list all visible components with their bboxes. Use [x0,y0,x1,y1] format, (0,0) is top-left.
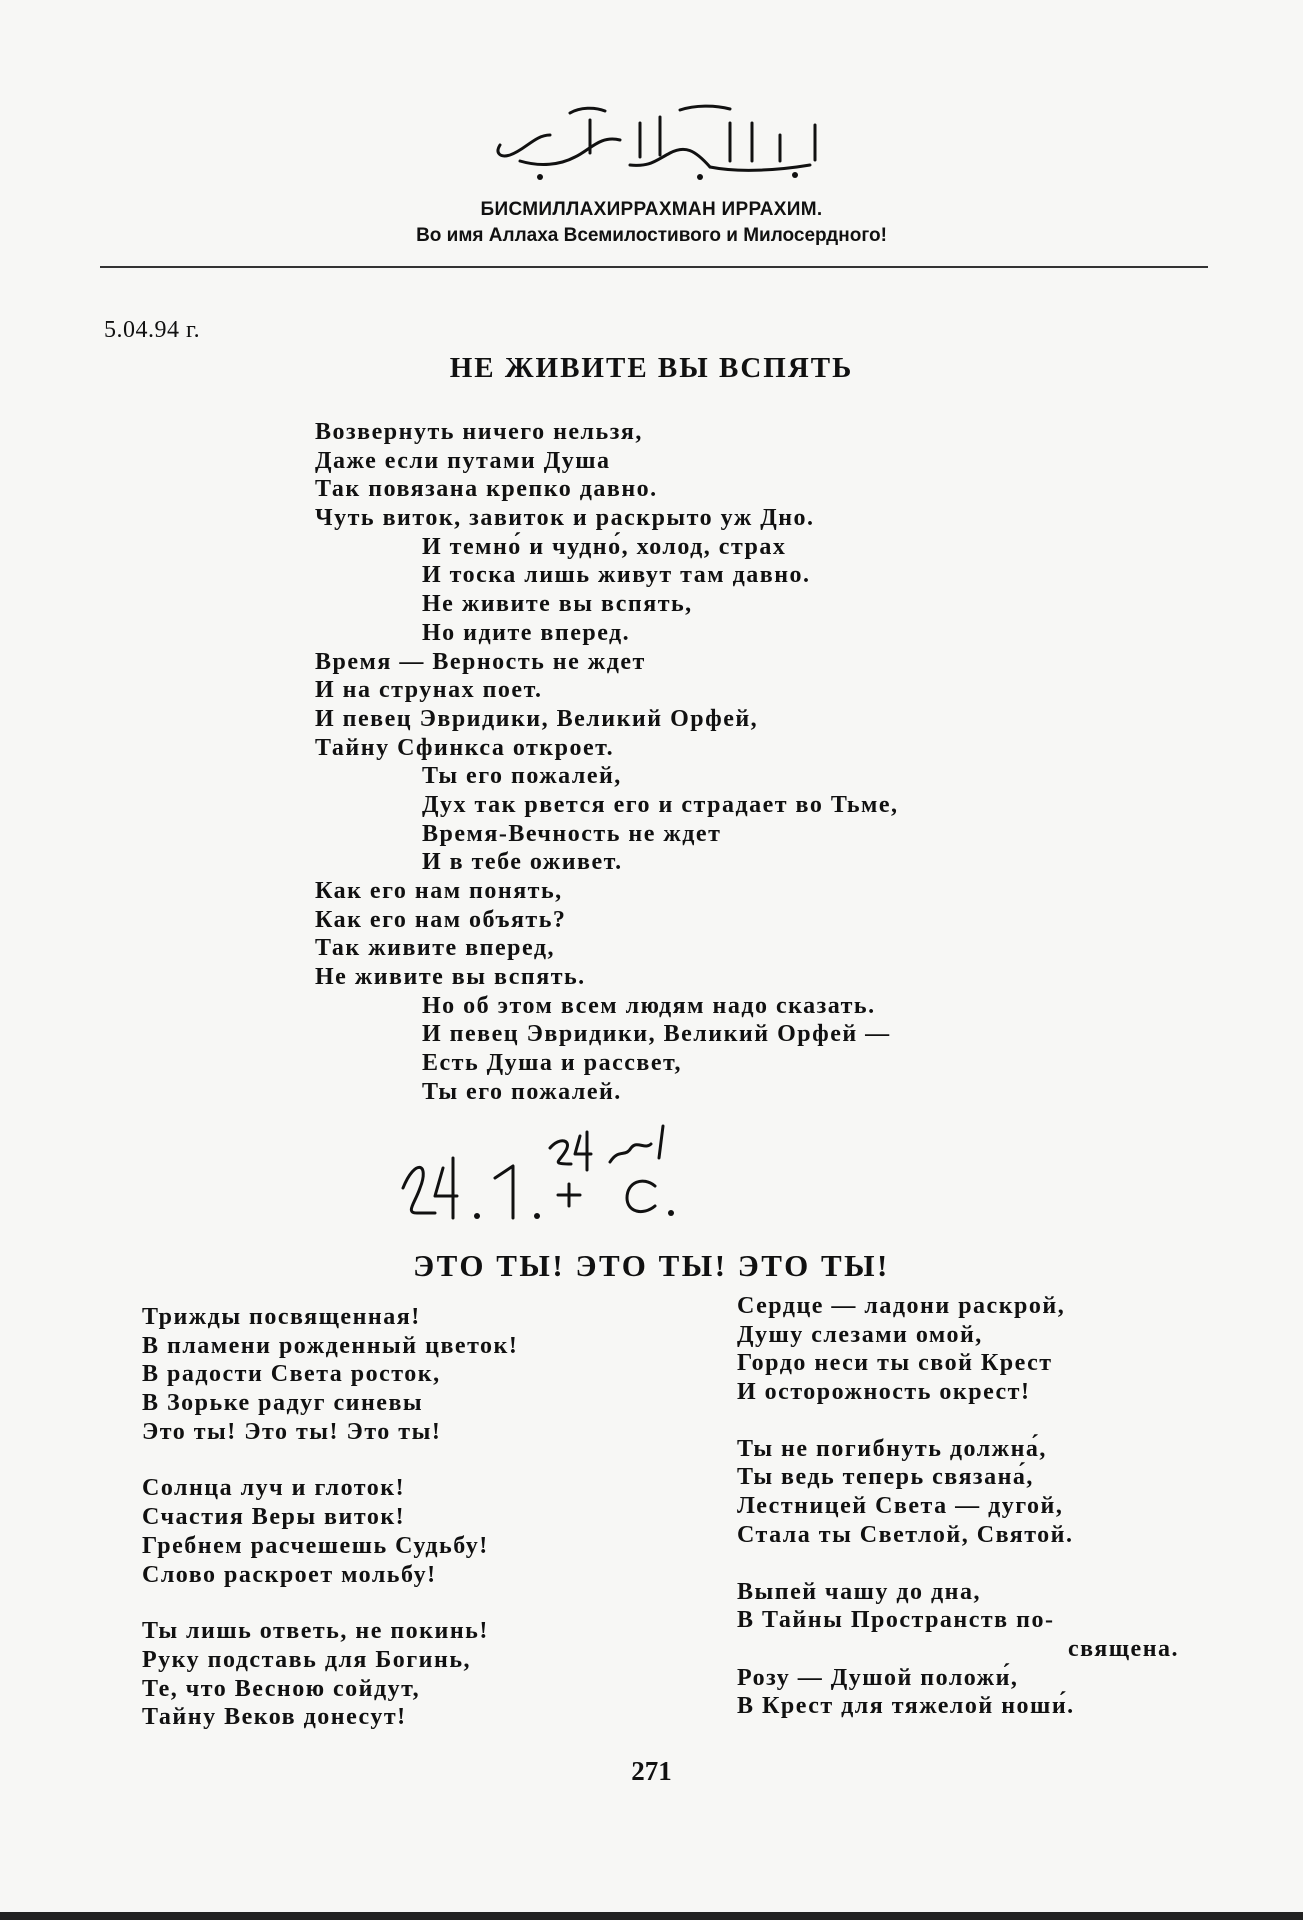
poem-line: Руку подставь для Богинь, [142,1646,472,1673]
poem-line: Это ты! Это ты! Это ты! [142,1418,442,1445]
poem-line: Розу — Душой положи́, [737,1664,1019,1691]
poem-line: Тайну Сфинкса откроет. [315,734,615,761]
poem-line: Ты его пожалей, [422,763,622,790]
poem1-title: НЕ ЖИВИТЕ ВЫ ВСПЯТЬ [449,352,854,384]
poem-line: Лестницей Света — дугой, [737,1493,1064,1520]
poem-line: Выпей чашу до дна, [737,1578,981,1605]
page-bottom-edge [0,1912,1303,1920]
poem-line: В пламени рожденный цветок! [142,1332,519,1359]
poem-line: Не живите вы вспять, [422,591,693,618]
poem-line: Как его нам объять? [315,906,567,933]
stanza [142,1474,518,1589]
stanza [737,1578,1179,1721]
poem-line: И на струнах поет. [315,677,543,704]
poem-line: Те, что Весною сойдут, [142,1675,421,1702]
stanza [737,1292,1179,1407]
poem-date: 5.04.94 г. [104,317,201,343]
poem-line: Есть Душа и рассвет, [422,1050,682,1077]
poem-line: Солнца луч и глоток! [142,1475,406,1502]
header-divider [100,266,1208,268]
poem2-title: ЭТО ТЫ! ЭТО ТЫ! ЭТО ТЫ! [413,1248,890,1283]
basmala-transliteration: БИСМИЛЛАХИРРАХМАН ИРРАХИМ. [480,199,823,220]
poem2-left-column [142,1303,518,1760]
poem-line: В Тайны Пространств по- [737,1607,1055,1634]
poem-line: Сердце — ладони раскрой, [737,1293,1066,1319]
poem-line: Как его нам понять, [315,878,563,904]
poem2-right-column [737,1292,1179,1749]
poem-line: Тайну Веков донесут! [142,1704,407,1731]
poem-line: Гребнем расчешешь Судьбу! [142,1532,489,1559]
poem-line: Время-Вечность не ждет [422,820,722,847]
poem-line: Ты лишь ответь, не покинь! [142,1618,489,1645]
poem-line: Даже если путами Душа [315,447,611,474]
poem-line: Ты не погибнуть должна́, [737,1435,1047,1462]
poem-line: Не живите вы вспять. [315,964,586,991]
poem-line: И темно́ и чудно́, холод, страх [422,533,787,560]
poem-line: Так повязана крепко давно. [315,476,658,503]
poem-line: Но идите вперед. [422,619,631,646]
handwritten-note [395,1118,775,1228]
poem-line: Ты ведь теперь связана́, [737,1464,1034,1491]
poem-line: Время — Верность не ждет [315,648,646,675]
poem-line: Слово раскроет мольбу! [142,1561,437,1588]
poem-line: Дух так рвется его и страдает во Тьме, [422,791,899,818]
poem-line: В радости Света росток, [142,1361,441,1388]
poem-line: Но об этом всем людям надо сказать. [422,992,876,1019]
poem-line: И в тебе оживет. [422,849,623,876]
poem-line: Душу слезами омой, [737,1321,983,1348]
poem-line: И певец Эвридики, Великий Орфей — [422,1021,891,1048]
poem-line: И тоска лишь живут там давно. [422,562,811,589]
poem-line: Гордо неси ты свой Крест [737,1350,1053,1377]
poem1-body [315,418,899,1107]
poem-line: Чуть виток, завиток и раскрыто уж Дно. [315,505,815,532]
poem-line: Стала ты Светлой, Святой. [737,1521,1074,1548]
poem-line: Так живите вперед, [315,935,555,962]
poem-line: В Зорьке радуг синевы [142,1390,424,1417]
poem-line: И певец Эвридики, Великий Орфей, [315,705,759,732]
poem-line: Трижды посвященная! [142,1304,421,1330]
poem-line: Счастия Веры виток! [142,1504,406,1531]
basmala-translation: Во имя Аллаха Всемилостивого и Милосердного! [416,225,887,246]
basmala-calligraphy [480,95,840,190]
poem-line: священа. [1068,1635,1180,1662]
poem-line: Ты его пожалей. [422,1078,622,1105]
poem-line: Возвернуть ничего нельзя, [315,419,643,445]
stanza [737,1435,1179,1550]
stanza [142,1303,518,1446]
stanza [142,1617,518,1732]
poem-line: В Крест для тяжелой ноши́. [737,1693,1075,1720]
poem-line: И осторожность окрест! [737,1379,1031,1406]
page-number: 271 [631,1756,672,1786]
